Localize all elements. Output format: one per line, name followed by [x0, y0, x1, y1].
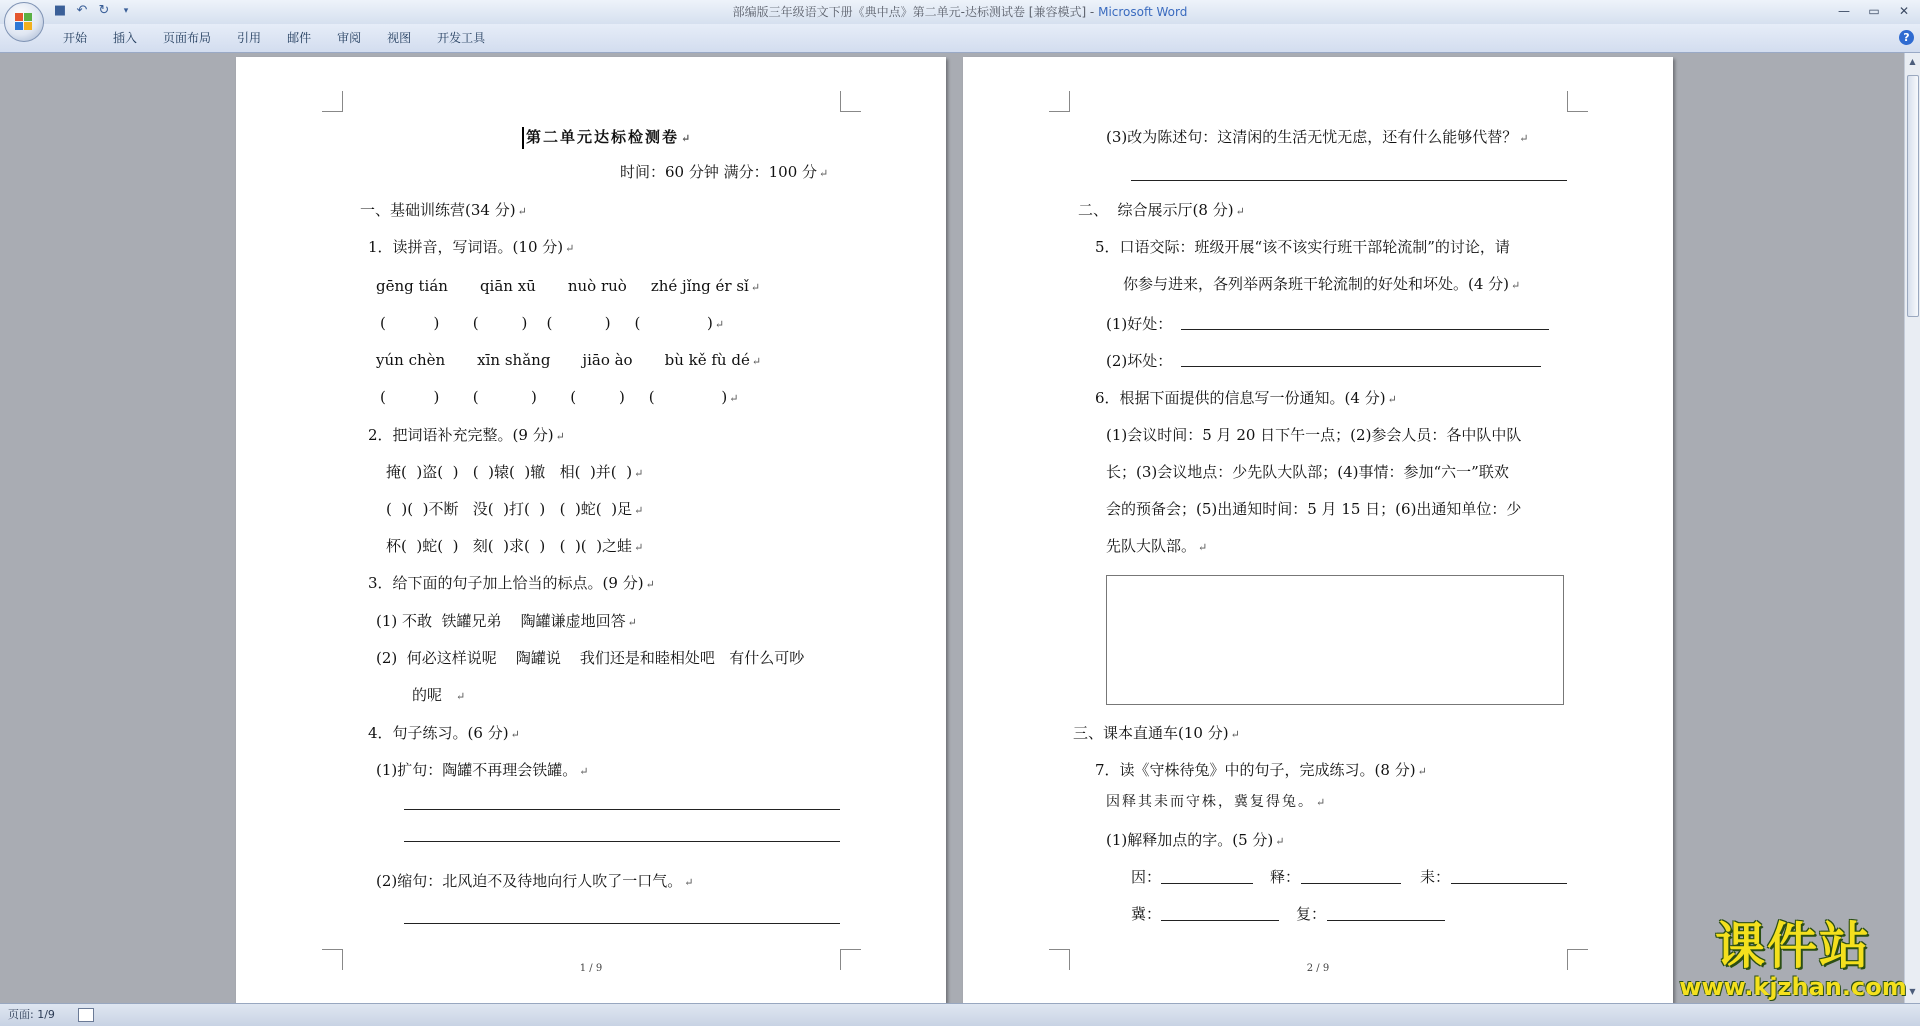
answer-line[interactable]	[1131, 180, 1567, 181]
question-5: 5．口语交际：班级开展“该不该实行班干部轮流制”的讨论，请	[1095, 238, 1510, 256]
question-6: 6．根据下面提供的信息写一份通知。(4 分) ↵	[1095, 389, 1397, 407]
question-3-2-cont: 的呢 ↵	[412, 686, 466, 704]
question-1: 1．读拼音，写词语。(10 分) ↵	[368, 238, 575, 256]
question-4: 4．句子练习。(6 分) ↵	[368, 724, 520, 742]
proofing-icon[interactable]	[78, 1008, 94, 1022]
help-icon[interactable]: ?	[1899, 30, 1914, 45]
app-name: Microsoft Word	[1098, 5, 1188, 19]
question-4-3: (3)改为陈述句：这清闲的生活无忧无虑，还有什么能够代替？ ↵	[1106, 128, 1529, 146]
answer-line[interactable]	[1161, 883, 1253, 884]
answer-line[interactable]	[404, 841, 840, 842]
question-2-line-1: 掩( )盗( ) ( )辕( )辙 相( )并( ) ↵	[386, 463, 644, 481]
section-2-heading: 二、 综合展示厅(8 分) ↵	[1078, 201, 1245, 219]
notice-writing-box[interactable]	[1106, 575, 1564, 705]
scroll-down-icon[interactable]: ▼	[1909, 987, 1916, 996]
exam-info: 时间：60 分钟 满分：100 分 ↵	[620, 163, 829, 181]
define-ji-label: 冀：	[1131, 905, 1162, 923]
close-icon[interactable]: ✕	[1898, 4, 1910, 18]
tab-developer[interactable]: 开发工具	[437, 31, 486, 45]
disadvantage-label: (2)坏处：	[1106, 352, 1173, 370]
define-shi-label: 释：	[1270, 868, 1301, 886]
page-number: 1 / 9	[579, 963, 603, 974]
pinyin-row-2: yún chèn xīn shǎng jiāo ào bù kě fù dé ↵	[376, 351, 762, 369]
question-6-line-2: 长；(3)会议地点：少先队大队部；(4)事情：参加“六一”联欢	[1106, 463, 1509, 481]
answer-line[interactable]	[404, 923, 840, 924]
crop-mark	[1567, 91, 1588, 112]
answer-line[interactable]	[1451, 883, 1567, 884]
question-2-line-2: ( )( )不断 没( )打( ) ( )蛇( )足 ↵	[386, 500, 644, 518]
scroll-thumb[interactable]	[1907, 75, 1919, 317]
ribbon-tabs	[50, 24, 498, 52]
title-bar	[0, 0, 1920, 24]
customize-qat-icon[interactable]: ▾	[123, 6, 129, 16]
question-3-2: (2) 何必这样说呢 陶罐说 我们还是和睦相处吧 有什么可吵	[376, 649, 805, 667]
question-6-line-4: 先队大队部。 ↵	[1106, 537, 1208, 555]
question-4-2: (2)缩句：北风迫不及待地向行人吹了一口气。 ↵	[376, 872, 694, 890]
define-lei-label: 耒：	[1420, 868, 1451, 886]
section-1-heading: 一、基础训练营(34 分) ↵	[360, 201, 527, 219]
tab-home[interactable]: 开始	[63, 31, 88, 45]
question-6-line-1: (1)会议时间：5 月 20 日下午一点；(2)参会人员：各中队中队	[1106, 426, 1522, 444]
crop-mark	[840, 91, 861, 112]
question-5-cont: 你参与进来，各列举两条班干轮流制的好处和坏处。(4 分) ↵	[1123, 275, 1521, 293]
question-2-line-3: 杯( )蛇( ) 刻( )求( ) ( )( )之蛙 ↵	[386, 537, 644, 555]
question-6-line-3: 会的预备会；(5)出通知时间：5 月 15 日；(6)出通知单位：少	[1106, 500, 1522, 518]
crop-mark	[322, 91, 343, 112]
disadvantage-answer-line[interactable]	[1181, 366, 1541, 367]
redo-icon[interactable]: ↻	[98, 3, 110, 18]
office-logo-icon	[15, 13, 33, 31]
advantage-label: (1)好处：	[1106, 315, 1173, 333]
page-title: 第二单元达标检测卷 ↵	[522, 127, 692, 149]
window-title	[0, 0, 1920, 24]
question-3-1: (1) 不敢 铁罐兄弟 陶罐谦虚地回答 ↵	[376, 612, 637, 630]
define-fu-label: 复：	[1296, 905, 1327, 923]
tab-references[interactable]: 引用	[237, 31, 262, 45]
scroll-up-icon[interactable]: ▲	[1909, 57, 1916, 66]
answer-line[interactable]	[1301, 883, 1401, 884]
crop-mark	[1049, 91, 1070, 112]
question-7-1: (1)解释加点的字。(5 分) ↵	[1106, 831, 1285, 849]
save-icon[interactable]: ■	[53, 3, 67, 18]
tab-insert[interactable]: 插入	[113, 31, 138, 45]
question-2: 2．把词语补充完整。(9 分) ↵	[368, 426, 565, 444]
page-number: 2 / 9	[1306, 963, 1330, 974]
define-yin-label: 因：	[1131, 868, 1162, 886]
question-4-1: (1)扩句：陶罐不再理会铁罐。 ↵	[376, 761, 589, 779]
advantage-answer-line[interactable]	[1181, 329, 1549, 330]
question-3: 3．给下面的句子加上恰当的标点。(9 分) ↵	[368, 574, 655, 592]
status-bar	[0, 1003, 1920, 1026]
answer-line[interactable]	[404, 809, 840, 810]
page-indicator[interactable]: 页面: 1/9	[8, 1008, 55, 1021]
document-title: 部编版三年级语文下册《典中点》第二单元-达标测试卷 [兼容模式] -	[732, 5, 1099, 19]
question-7-text: 因释其耒而守株，冀复得兔。 ↵	[1106, 794, 1328, 810]
office-button[interactable]	[4, 2, 44, 42]
answer-line[interactable]	[1161, 920, 1279, 921]
watermark-url: www.kjzhan.com	[1679, 973, 1907, 1001]
pinyin-row-1: gēng tián qiān xū nuò ruò zhé jǐng ér sǐ ↵	[376, 277, 761, 295]
minimize-icon[interactable]: —	[1838, 4, 1850, 18]
watermark-title: 课件站	[1715, 917, 1871, 975]
vertical-scrollbar[interactable]	[1904, 53, 1920, 1003]
document-workspace	[0, 53, 1905, 1003]
page-1	[236, 57, 946, 1003]
answer-brackets-row-2: ( ) ( ) ( ) ( ) ↵	[380, 388, 739, 406]
undo-icon[interactable]: ↶	[76, 3, 88, 18]
tab-mailings[interactable]: 邮件	[287, 31, 312, 45]
ribbon	[0, 24, 1920, 53]
tab-review[interactable]: 审阅	[337, 31, 362, 45]
watermark-logo	[1672, 918, 1914, 1002]
answer-line[interactable]	[1327, 920, 1445, 921]
tab-view[interactable]: 视图	[387, 31, 412, 45]
page-2	[963, 57, 1673, 1003]
tab-page-layout[interactable]: 页面布局	[163, 31, 212, 45]
maximize-icon[interactable]: ▭	[1868, 4, 1880, 18]
section-3-heading: 三、课本直通车(10 分) ↵	[1073, 724, 1240, 742]
question-7: 7．读《守株待兔》中的句子，完成练习。(8 分) ↵	[1095, 761, 1427, 779]
answer-brackets-row-1: ( ) ( ) ( ) ( ) ↵	[380, 314, 725, 332]
